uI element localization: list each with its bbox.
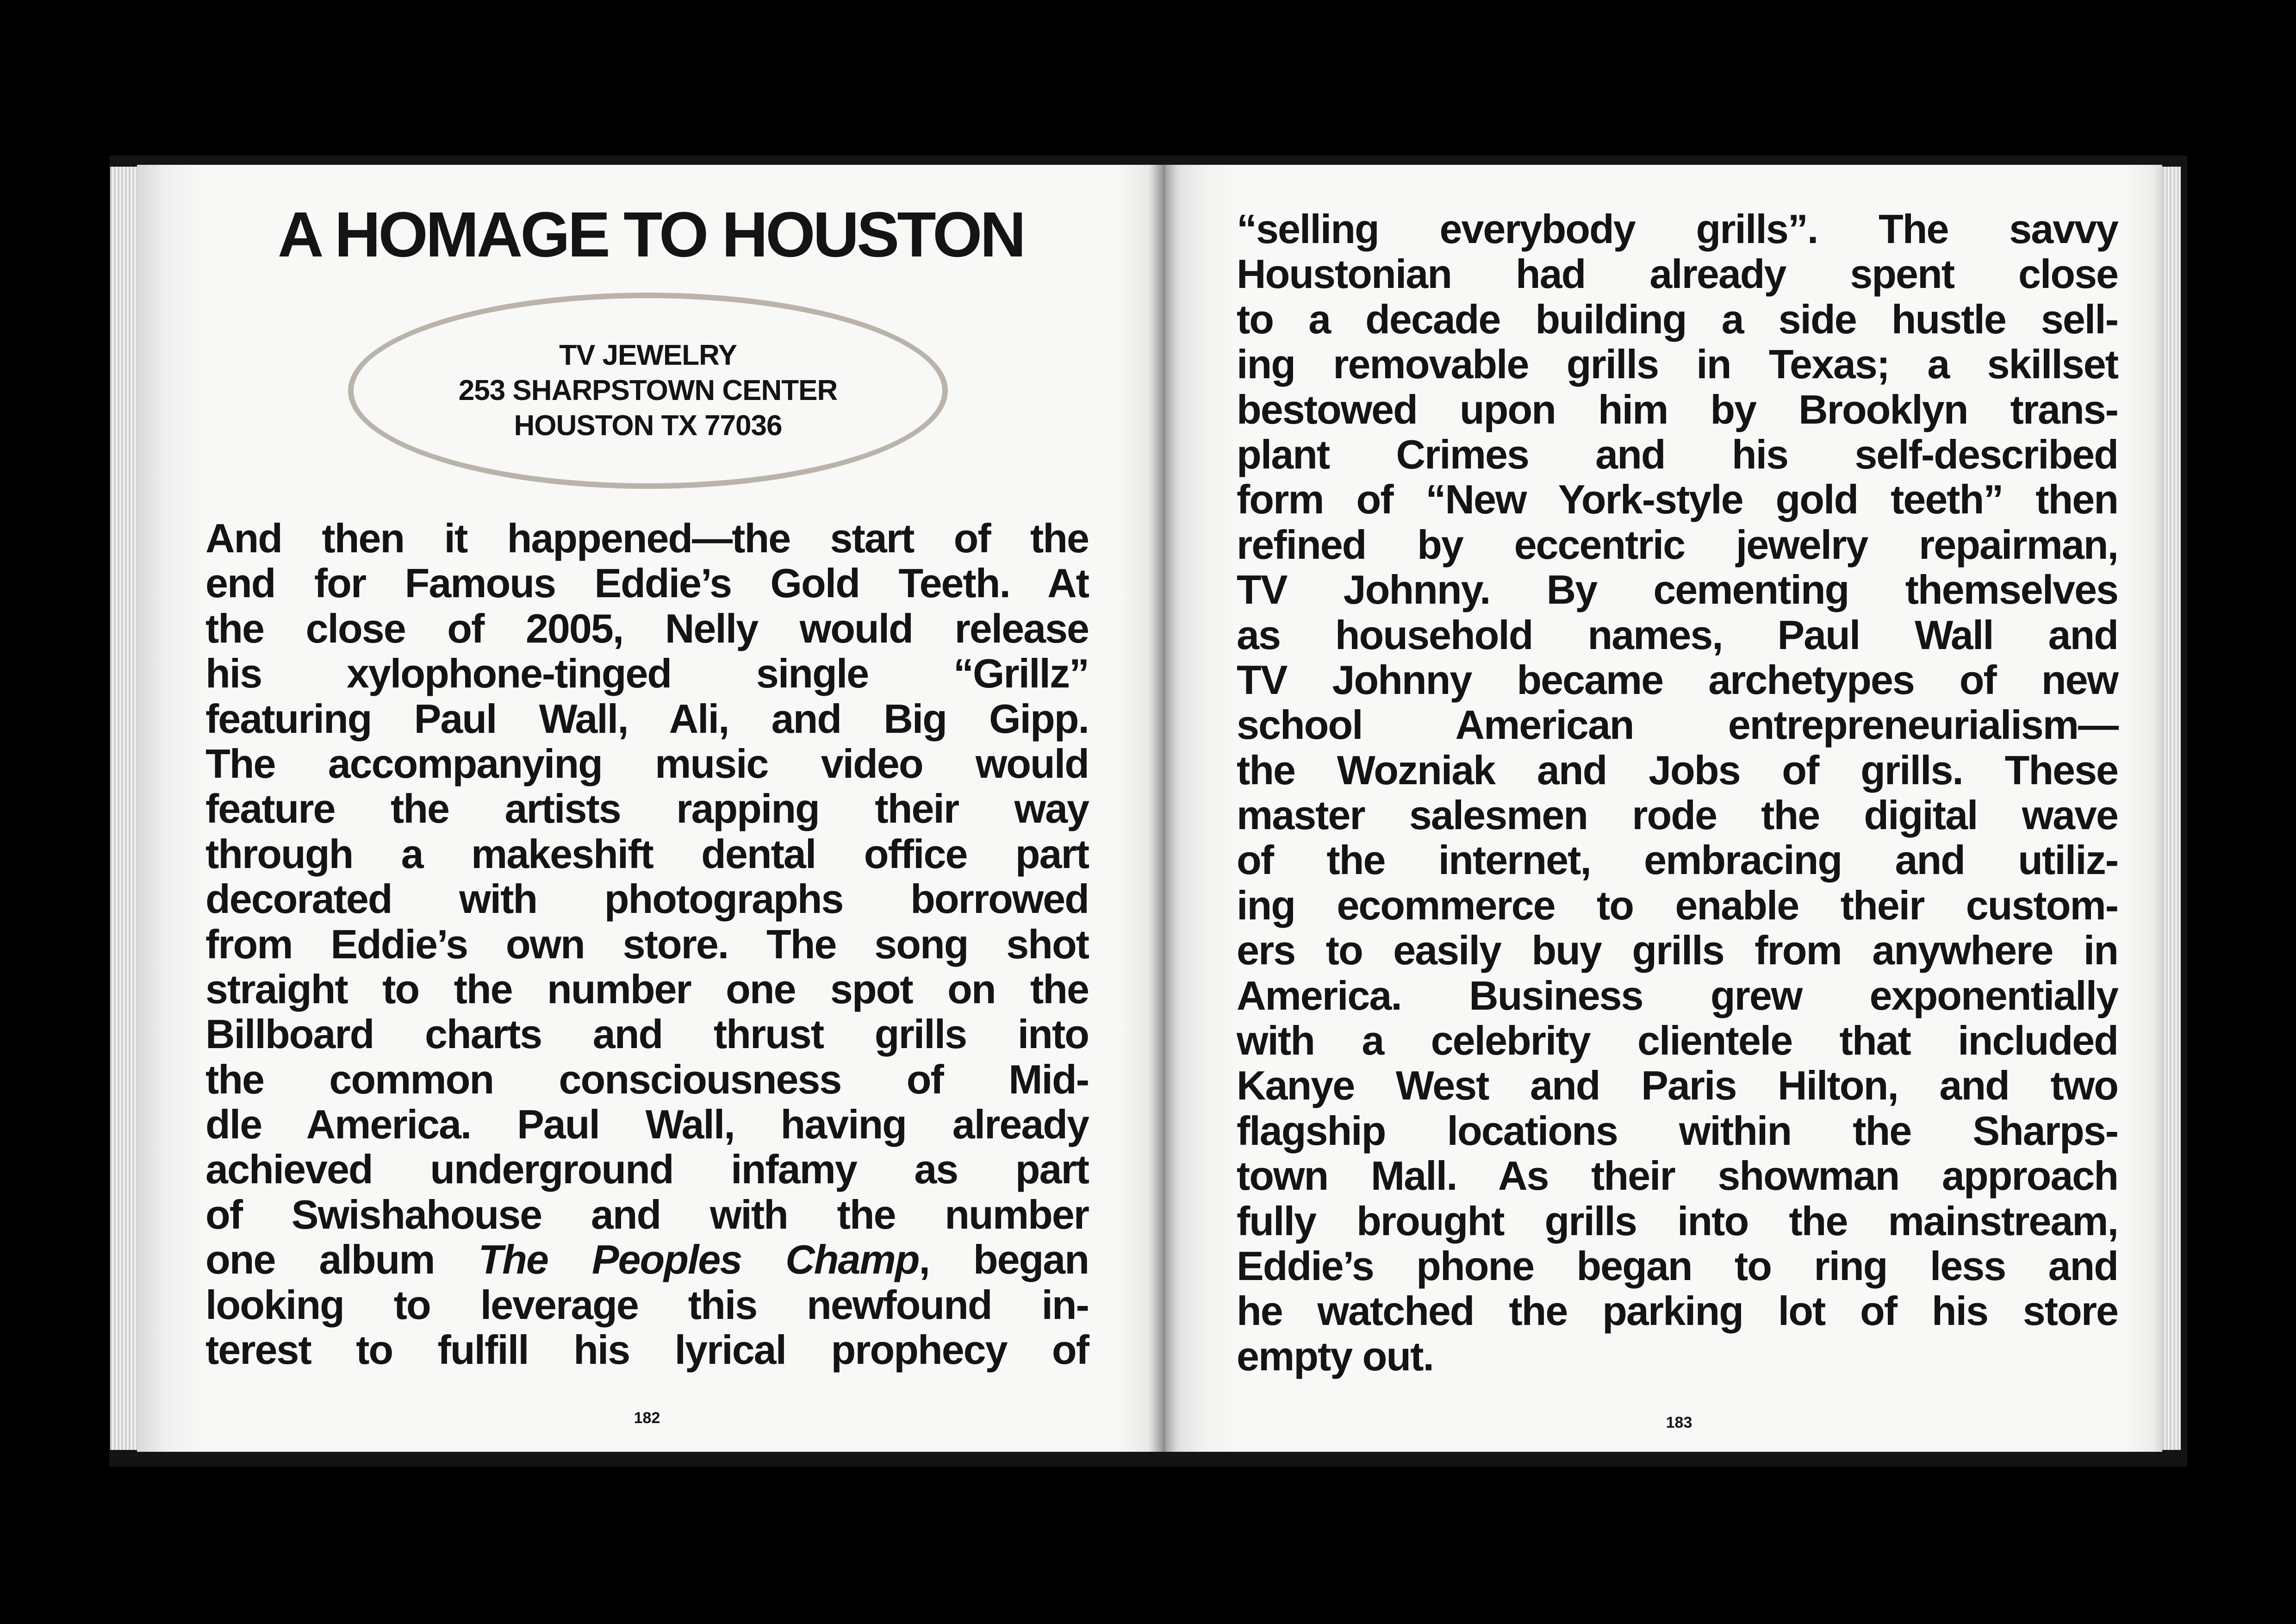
body-line: master salesmen rode the digital wave <box>1237 792 2118 838</box>
body-line: end for Famous Eddie’s Gold Teeth. At <box>205 560 1089 606</box>
body-line: ing removable grills in Texas; a skillset <box>1237 341 2118 387</box>
body-line: refined by eccentric jewelry repairman, <box>1237 521 2118 568</box>
body-line: plant Crimes and his self-described <box>1237 431 2118 477</box>
body-line: Billboard charts and thrust grills into <box>205 1011 1089 1057</box>
address-line-3: HOUSTON TX 77036 <box>514 410 782 442</box>
body-line: dle America. Paul Wall, having already <box>205 1101 1089 1148</box>
page-number-right: 183 <box>1666 1414 1692 1431</box>
body-line: the common consciousness of Mid- <box>205 1056 1089 1102</box>
body-line: with a celebrity clientele that included <box>1237 1018 2118 1064</box>
body-line: Houstonian had already spent close <box>1237 251 2118 297</box>
body-line: to a decade building a side hustle sell- <box>1237 296 2118 342</box>
chapter-title: A HOMAGE TO HOUSTON <box>277 199 1024 270</box>
body-line-with-italic <box>205 1237 1089 1282</box>
body-line: school American entrepreneurialism— <box>1237 702 2118 748</box>
body-line: America. Business grew exponentially <box>1237 972 2118 1018</box>
body-line: “selling everybody grills”. The savvy <box>1237 206 2118 252</box>
body-text: , began <box>919 1237 1089 1283</box>
body-line: straight to the number one spot on the <box>205 966 1089 1012</box>
body-line: achieved underground infamy as part <box>205 1146 1089 1193</box>
body-line: his xylophone-tinged single “Grillz” <box>205 650 1089 697</box>
body-line: flagship locations within the Sharps- <box>1237 1107 2118 1154</box>
right-body-text <box>1237 206 2118 1379</box>
body-line: of Swishahouse and with the number <box>205 1191 1089 1237</box>
body-line: form of “New York-style gold teeth” then <box>1237 476 2118 523</box>
body-line: the close of 2005, Nelly would release <box>205 605 1089 651</box>
body-line: decorated with photographs borrowed <box>205 876 1089 922</box>
address-line-1: TV JEWELRY <box>559 339 737 371</box>
body-line: Eddie’s phone began to ring less and <box>1237 1243 2118 1289</box>
body-line: empty out. <box>1237 1333 1433 1379</box>
book-gutter <box>1148 165 1180 1452</box>
body-line: ers to easily buy grills from anywhere in <box>1237 927 2118 974</box>
body-line: he watched the parking lot of his store <box>1237 1288 2118 1334</box>
body-line: featuring Paul Wall, Ali, and Big Gipp. <box>205 695 1089 742</box>
body-line: TV Johnny. By cementing themselves <box>1237 567 2118 613</box>
body-line: The accompanying music video would <box>205 740 1089 787</box>
body-line: looking to leverage this newfound in- <box>205 1281 1089 1328</box>
address-block <box>348 338 948 443</box>
page-edges-right <box>2160 167 2181 1450</box>
body-line: of the internet, embracing and utiliz- <box>1237 837 2118 883</box>
album-title: The Peoples Champ <box>478 1237 919 1283</box>
body-line: terest to fulfill his lyrical prophecy of <box>205 1327 1089 1373</box>
body-line: ing ecommerce to enable their custom- <box>1237 882 2118 928</box>
body-line: from Eddie’s own store. The song shot <box>205 921 1089 967</box>
body-line: the Wozniak and Jobs of grills. These <box>1237 747 2118 793</box>
body-line: through a makeshift dental office part <box>205 831 1089 877</box>
body-line: town Mall. As their showman approach <box>1237 1153 2118 1199</box>
left-body-text <box>205 516 1089 1372</box>
body-line: feature the artists rapping their way <box>205 786 1089 832</box>
body-line: And then it happened—the start of the <box>205 515 1089 561</box>
body-line: bestowed upon him by Brooklyn trans- <box>1237 386 2118 432</box>
body-line: Kanye West and Paris Hilton, and two <box>1237 1062 2118 1109</box>
body-line: TV Johnny became archetypes of new <box>1237 656 2118 703</box>
page-edges-left <box>110 167 138 1450</box>
page-number-left: 182 <box>634 1409 660 1427</box>
body-line: as household names, Paul Wall and <box>1237 612 2118 658</box>
body-text: one album <box>205 1237 479 1283</box>
address-line-2: 253 SHARPSTOWN CENTER <box>458 375 838 406</box>
body-line: fully brought grills into the mainstream, <box>1237 1198 2118 1244</box>
